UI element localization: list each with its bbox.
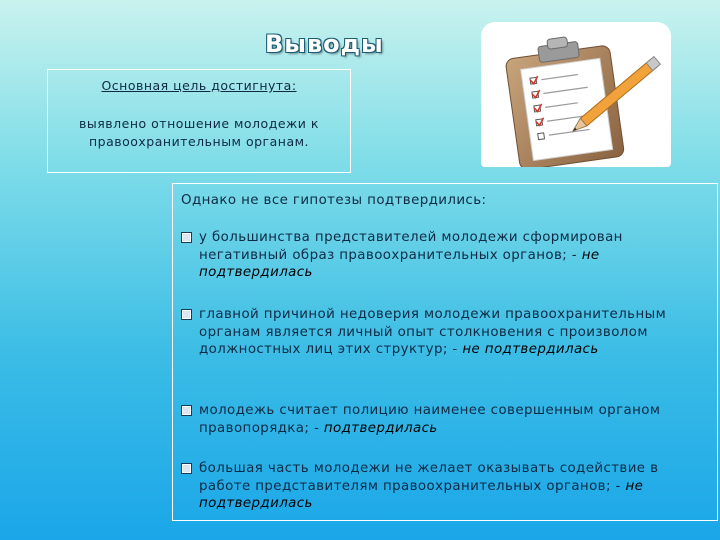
checkbox-square-bullet-icon [181, 232, 192, 243]
goal-box [47, 69, 351, 173]
clipboard-checklist-with-pencil-icon [481, 22, 671, 167]
hypothesis-verdict: не подтвердилась [199, 478, 644, 511]
checkbox-square-bullet-icon [181, 463, 192, 474]
hypothesis-text: главной причиной недоверия молодежи правоохранительным органам является личный опыт столкновения с произволом должностных лиц этих структур; - [199, 307, 667, 357]
hypothesis-text: у большинства представителей молодежи сформирован негативный образ правоохранительных органов; - [199, 230, 623, 263]
hypotheses-heading: Однако не все гипотезы подтвердились: [181, 193, 487, 208]
hypothesis-text: большая часть молодежи не желает оказывать содействие в работе представителям правоохранительных органов; - [199, 461, 659, 494]
goal-text: выявлено отношение молодежи к правоохранительным органам. [79, 116, 319, 149]
clipboard-image [481, 22, 671, 167]
hypothesis-verdict: подтвердилась [323, 420, 438, 436]
hypothesis-verdict: не подтвердилась [199, 247, 600, 280]
checkbox-square-bullet-icon [181, 309, 192, 320]
hypotheses-box [172, 183, 718, 521]
hypothesis-text: молодежь считает полицию наименее совершенным органом правопорядка; - [199, 403, 661, 436]
goal-heading: Основная цель достигнута: [101, 78, 297, 93]
hypothesis-verdict: не подтвердилась [462, 342, 599, 357]
slide-title: Выводы [265, 30, 384, 58]
checkbox-square-bullet-icon [181, 405, 192, 416]
